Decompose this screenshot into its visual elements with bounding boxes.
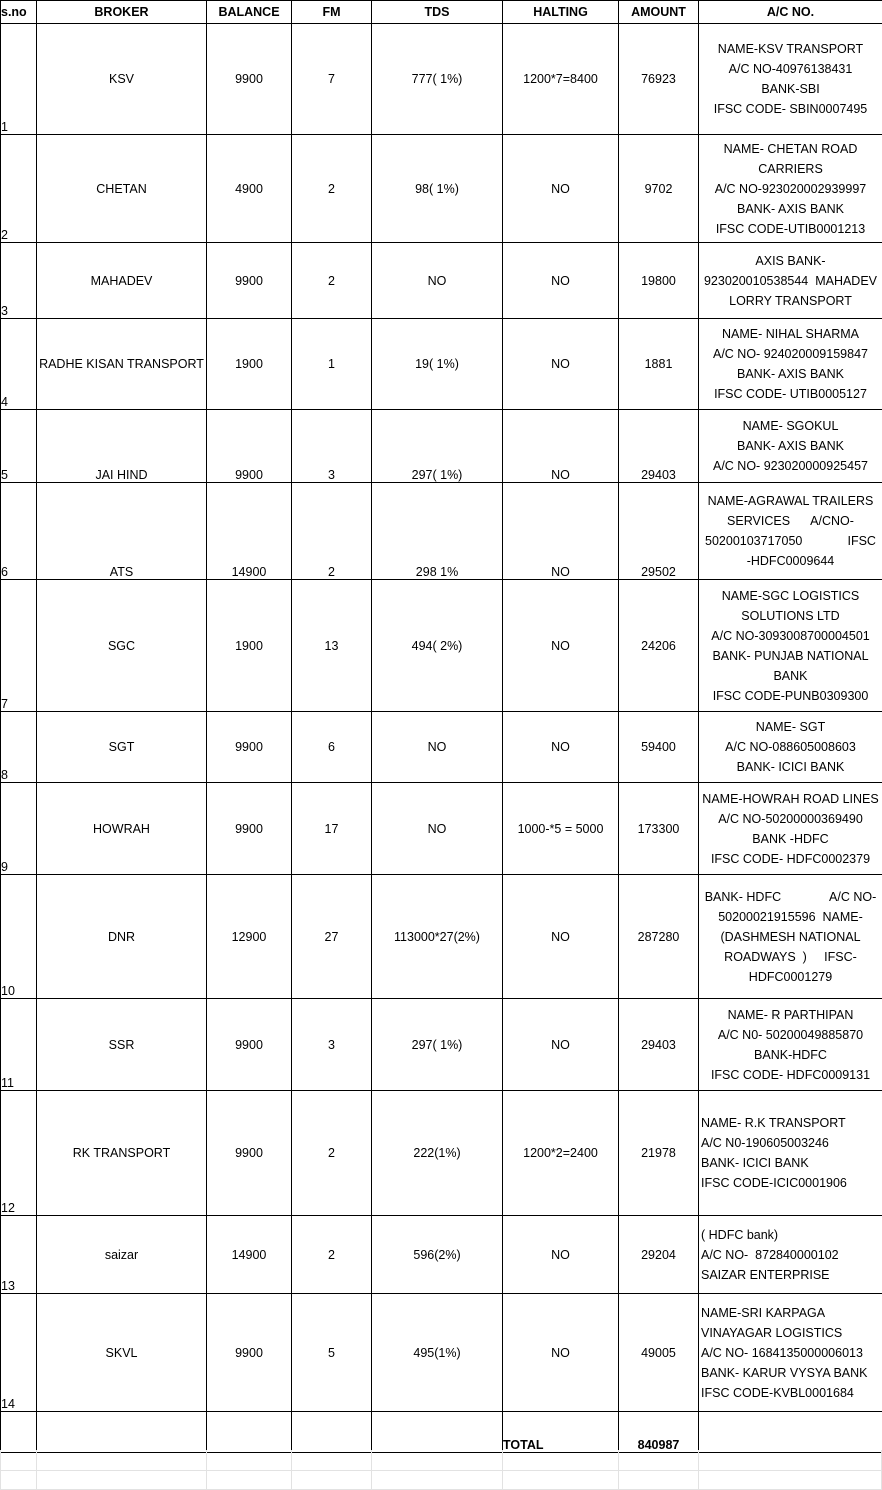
cell-tds[interactable]: 777( 1%) — [372, 24, 503, 135]
cell-tds[interactable]: 298 1% — [372, 483, 503, 580]
cell-balance[interactable]: 14900 — [207, 483, 292, 580]
cell-broker[interactable]: SGT — [37, 712, 207, 783]
cell-broker[interactable]: JAI HIND — [37, 410, 207, 483]
total-row — [1, 1412, 882, 1453]
cell-tds[interactable]: NO — [372, 712, 503, 783]
cell-account-details[interactable] — [699, 999, 882, 1091]
grid-line — [0, 1470, 882, 1471]
table-row — [1, 1091, 882, 1216]
cell-fm[interactable]: 13 — [292, 580, 372, 712]
account-detail-line: A/C NO- 923020000925457 — [713, 459, 868, 473]
account-detail-line: -HDFC0009644 — [746, 554, 835, 568]
cell-fm[interactable]: 27 — [292, 875, 372, 999]
table-row — [1, 580, 882, 712]
account-detail-line: BANK- ICICI BANK — [736, 760, 845, 774]
table-row — [1, 783, 882, 875]
cell-sno[interactable]: 2 — [1, 135, 37, 243]
cell-amount[interactable]: 29403 — [619, 999, 699, 1091]
cell-halting[interactable]: 1200*2=2400 — [503, 1091, 619, 1216]
cell-amount[interactable]: 24206 — [619, 580, 699, 712]
cell-fm[interactable]: 5 — [292, 1294, 372, 1412]
account-detail-line: SOLUTIONS LTD — [741, 608, 840, 623]
account-detail-line: CARRIERS — [758, 161, 823, 176]
account-detail-line: ROADWAYS ) IFSC- — [724, 949, 857, 964]
account-detail-line: NAME- R.K TRANSPORT — [701, 1116, 846, 1130]
cell-amount[interactable]: 173300 — [619, 783, 699, 875]
cell-account-details[interactable] — [699, 580, 882, 712]
col-header-tds[interactable]: TDS — [372, 1, 503, 24]
cell-empty[interactable] — [699, 1412, 882, 1453]
account-detail-line: BANK-HDFC — [754, 1047, 827, 1062]
table-row — [1, 1294, 882, 1412]
col-header-acno[interactable]: A/C NO. — [699, 1, 882, 24]
cell-account-details[interactable] — [699, 875, 882, 999]
cell-account-details[interactable] — [699, 135, 882, 243]
cell-broker[interactable]: DNR — [37, 875, 207, 999]
cell-fm[interactable]: 2 — [292, 483, 372, 580]
cell-balance[interactable]: 1900 — [207, 319, 292, 410]
cell-halting[interactable]: NO — [503, 875, 619, 999]
table-row — [1, 319, 882, 410]
account-detail-line: (DASHMESH NATIONAL — [720, 929, 861, 944]
cell-amount[interactable]: 287280 — [619, 875, 699, 999]
cell-tds[interactable]: 222(1%) — [372, 1091, 503, 1216]
account-detail-line: BANK- AXIS BANK — [737, 439, 844, 453]
cell-account-details[interactable] — [699, 712, 882, 783]
cell-balance[interactable]: 9900 — [207, 712, 292, 783]
account-detail-line: BANK — [773, 668, 808, 683]
table-row — [1, 135, 882, 243]
cell-broker[interactable]: ATS — [37, 483, 207, 580]
cell-broker[interactable]: CHETAN — [37, 135, 207, 243]
cell-balance[interactable]: 4900 — [207, 135, 292, 243]
cell-amount[interactable]: 9702 — [619, 135, 699, 243]
table-row — [1, 1216, 882, 1294]
cell-halting[interactable]: NO — [503, 1216, 619, 1294]
cell-sno[interactable]: 10 — [1, 875, 37, 999]
cell-sno[interactable]: 6 — [1, 483, 37, 580]
cell-empty[interactable] — [372, 1412, 503, 1453]
total-label[interactable]: TOTAL — [503, 1412, 619, 1453]
account-detail-line: A/C NO- 924020009159847 — [713, 347, 868, 361]
table-row — [1, 999, 882, 1091]
cell-broker[interactable]: SKVL — [37, 1294, 207, 1412]
account-detail-line: IFSC CODE- HDFC0009131 — [710, 1067, 871, 1082]
total-amount[interactable]: 840987 — [619, 1412, 699, 1453]
cell-broker[interactable]: saizar — [37, 1216, 207, 1294]
cell-fm[interactable]: 2 — [292, 1216, 372, 1294]
cell-sno[interactable]: 7 — [1, 580, 37, 712]
cell-sno[interactable]: 3 — [1, 243, 37, 319]
cell-halting[interactable]: NO — [503, 1294, 619, 1412]
account-detail-line: SERVICES A/CNO- — [727, 514, 854, 528]
account-detail-line: NAME-SRI KARPAGA — [701, 1305, 826, 1320]
cell-tds[interactable]: 596(2%) — [372, 1216, 503, 1294]
cell-empty[interactable] — [292, 1412, 372, 1453]
account-detail-line: LORRY TRANSPORT — [729, 293, 852, 308]
cell-balance[interactable]: 14900 — [207, 1216, 292, 1294]
account-detail-line: IFSC CODE- HDFC0002379 — [710, 851, 871, 866]
account-detail-line: VINAYAGAR LOGISTICS — [701, 1325, 843, 1340]
account-detail-line: NAME- CHETAN ROAD — [723, 141, 858, 156]
cell-balance[interactable]: 9900 — [207, 1294, 292, 1412]
cell-tds[interactable]: 19( 1%) — [372, 319, 503, 410]
cell-tds[interactable]: 113000*27(2%) — [372, 875, 503, 999]
cell-balance[interactable]: 9900 — [207, 24, 292, 135]
cell-fm[interactable]: 3 — [292, 410, 372, 483]
empty-sheet-grid — [0, 1450, 882, 1490]
account-detail-line: BANK- ICICI BANK — [701, 1156, 809, 1170]
cell-balance[interactable]: 9900 — [207, 1091, 292, 1216]
cell-broker[interactable]: KSV — [37, 24, 207, 135]
cell-sno[interactable]: 11 — [1, 999, 37, 1091]
cell-empty[interactable] — [207, 1412, 292, 1453]
cell-sno[interactable]: 8 — [1, 712, 37, 783]
cell-balance[interactable]: 12900 — [207, 875, 292, 999]
account-detail-line: NAME- R PARTHIPAN — [727, 1007, 854, 1022]
cell-halting[interactable]: 1000-*5 = 5000 — [503, 783, 619, 875]
table-row — [1, 712, 882, 783]
header-row — [1, 1, 882, 24]
account-detail-line: A/C NO-923020002939997 — [714, 181, 867, 196]
cell-sno[interactable]: 13 — [1, 1216, 37, 1294]
cell-halting[interactable]: NO — [503, 999, 619, 1091]
account-detail-line: BANK- PUNJAB NATIONAL — [712, 648, 869, 663]
account-detail-line: 50200103717050 IFSC — [705, 534, 876, 548]
account-detail-line: BANK -HDFC — [752, 831, 829, 846]
table-row — [1, 24, 882, 135]
cell-fm[interactable]: 17 — [292, 783, 372, 875]
account-detail-line: IFSC CODE-PUNB0309300 — [712, 688, 869, 703]
cell-halting[interactable]: NO — [503, 580, 619, 712]
cell-empty[interactable] — [37, 1412, 207, 1453]
cell-balance[interactable]: 1900 — [207, 580, 292, 712]
cell-balance[interactable]: 9900 — [207, 999, 292, 1091]
account-detail-line: NAME- SGOKUL — [742, 419, 839, 433]
account-detail-line: A/C N0- 50200049885870 — [717, 1027, 864, 1042]
table-body — [1, 24, 882, 1453]
account-detail-line: IFSC CODE-UTIB0001213 — [715, 221, 866, 236]
cell-account-details[interactable] — [699, 410, 882, 483]
cell-tds[interactable]: 297( 1%) — [372, 410, 503, 483]
account-detail-line: A/C NO-088605008603 — [725, 740, 856, 754]
cell-tds[interactable]: 297( 1%) — [372, 999, 503, 1091]
cell-amount[interactable]: 1881 — [619, 319, 699, 410]
account-detail-line: NAME- SGT — [755, 720, 826, 734]
col-header-sno[interactable]: s.no — [1, 1, 37, 24]
account-detail-line: NAME-SGC LOGISTICS — [721, 588, 860, 603]
account-detail-line: A/C NO-40976138431 — [728, 62, 853, 76]
table-row — [1, 243, 882, 319]
cell-account-details[interactable] — [699, 1091, 882, 1216]
account-detail-line: NAME- NIHAL SHARMA — [721, 327, 860, 341]
cell-sno[interactable]: 1 — [1, 24, 37, 135]
cell-fm[interactable]: 2 — [292, 243, 372, 319]
cell-fm[interactable]: 2 — [292, 1091, 372, 1216]
cell-broker[interactable]: MAHADEV — [37, 243, 207, 319]
table-row — [1, 483, 882, 580]
col-header-halting[interactable]: HALTING — [503, 1, 619, 24]
cell-sno[interactable]: 5 — [1, 410, 37, 483]
cell-amount[interactable]: 29403 — [619, 410, 699, 483]
account-detail-line: BANK- HDFC A/C NO- — [704, 889, 877, 904]
cell-amount[interactable]: 29204 — [619, 1216, 699, 1294]
account-detail-line: IFSC CODE-ICIC0001906 — [701, 1176, 847, 1190]
cell-account-details[interactable] — [699, 319, 882, 410]
cell-tds[interactable]: 494( 2%) — [372, 580, 503, 712]
cell-tds[interactable]: 495(1%) — [372, 1294, 503, 1412]
account-detail-line: IFSC CODE- SBIN0007495 — [713, 102, 868, 116]
cell-fm[interactable]: 3 — [292, 999, 372, 1091]
table-row — [1, 410, 882, 483]
account-detail-line: A/C NO- 1684135000006013 — [701, 1345, 863, 1360]
account-detail-line: BANK- KARUR VYSYA BANK — [701, 1365, 868, 1380]
account-detail-line: HDFC0001279 — [748, 969, 833, 984]
cell-amount[interactable]: 59400 — [619, 712, 699, 783]
cell-amount[interactable]: 49005 — [619, 1294, 699, 1412]
account-detail-line: BANK- AXIS BANK — [737, 367, 844, 381]
cell-tds[interactable]: 98( 1%) — [372, 135, 503, 243]
cell-halting[interactable]: 1200*7=8400 — [503, 24, 619, 135]
account-detail-line: NAME-AGRAWAL TRAILERS — [707, 494, 874, 508]
account-detail-line: SAIZAR ENTERPRISE — [701, 1267, 830, 1282]
cell-broker[interactable]: SGC — [37, 580, 207, 712]
account-detail-line: A/C NO-3093008700004501 — [711, 628, 870, 643]
cell-amount[interactable]: 29502 — [619, 483, 699, 580]
account-detail-line: BANK- AXIS BANK — [737, 201, 844, 216]
cell-halting[interactable]: NO — [503, 243, 619, 319]
account-detail-line: 923020010538544 MAHADEV — [703, 273, 878, 288]
cell-balance[interactable]: 9900 — [207, 243, 292, 319]
cell-amount[interactable]: 21978 — [619, 1091, 699, 1216]
cell-amount[interactable]: 19800 — [619, 243, 699, 319]
cell-balance[interactable]: 9900 — [207, 783, 292, 875]
col-header-broker[interactable]: BROKER — [37, 1, 207, 24]
cell-balance[interactable]: 9900 — [207, 410, 292, 483]
cell-fm[interactable]: 6 — [292, 712, 372, 783]
account-detail-line: AXIS BANK- — [755, 253, 826, 268]
cell-tds[interactable]: NO — [372, 243, 503, 319]
cell-halting[interactable]: NO — [503, 319, 619, 410]
account-detail-line: NAME-KSV TRANSPORT — [717, 42, 864, 56]
cell-broker[interactable]: RADHE KISAN TRANSPORT — [37, 319, 207, 410]
col-header-balance[interactable]: BALANCE — [207, 1, 292, 24]
col-header-amount[interactable]: AMOUNT — [619, 1, 699, 24]
cell-broker[interactable]: HOWRAH — [37, 783, 207, 875]
cell-amount[interactable]: 76923 — [619, 24, 699, 135]
cell-account-details[interactable] — [699, 1216, 882, 1294]
cell-broker[interactable]: SSR — [37, 999, 207, 1091]
col-header-fm[interactable]: FM — [292, 1, 372, 24]
account-detail-line: A/C NO- 872840000102 — [701, 1247, 839, 1262]
cell-fm[interactable]: 2 — [292, 135, 372, 243]
account-detail-line: A/C NO-50200000369490 — [718, 811, 863, 826]
cell-account-details[interactable] — [699, 783, 882, 875]
account-detail-line: IFSC CODE-KVBL0001684 — [701, 1385, 854, 1400]
cell-fm[interactable]: 1 — [292, 319, 372, 410]
account-detail-line: 50200021915596 NAME- — [718, 909, 863, 924]
cell-halting[interactable]: NO — [503, 135, 619, 243]
cell-account-details[interactable] — [699, 483, 882, 580]
cell-broker[interactable]: RK TRANSPORT — [37, 1091, 207, 1216]
cell-account-details[interactable] — [699, 243, 882, 319]
account-detail-line: A/C N0-190605003246 — [701, 1136, 829, 1150]
cell-sno[interactable]: 12 — [1, 1091, 37, 1216]
account-detail-line: BANK-SBI — [761, 82, 820, 96]
cell-account-details[interactable] — [699, 1294, 882, 1412]
account-detail-line: ( HDFC bank) — [701, 1227, 779, 1242]
cell-halting[interactable]: NO — [503, 410, 619, 483]
cell-account-details[interactable] — [699, 24, 882, 135]
account-detail-line: IFSC CODE- UTIB0005127 — [714, 387, 867, 401]
cell-halting[interactable]: NO — [503, 712, 619, 783]
cell-fm[interactable]: 7 — [292, 24, 372, 135]
cell-halting[interactable]: NO — [503, 483, 619, 580]
cell-tds[interactable]: NO — [372, 783, 503, 875]
cell-sno[interactable]: 9 — [1, 783, 37, 875]
cell-sno[interactable]: 14 — [1, 1294, 37, 1412]
table-row — [1, 875, 882, 999]
cell-sno[interactable]: 4 — [1, 319, 37, 410]
account-detail-line: NAME-HOWRAH ROAD LINES — [702, 791, 879, 806]
cell-empty[interactable] — [1, 1412, 37, 1453]
